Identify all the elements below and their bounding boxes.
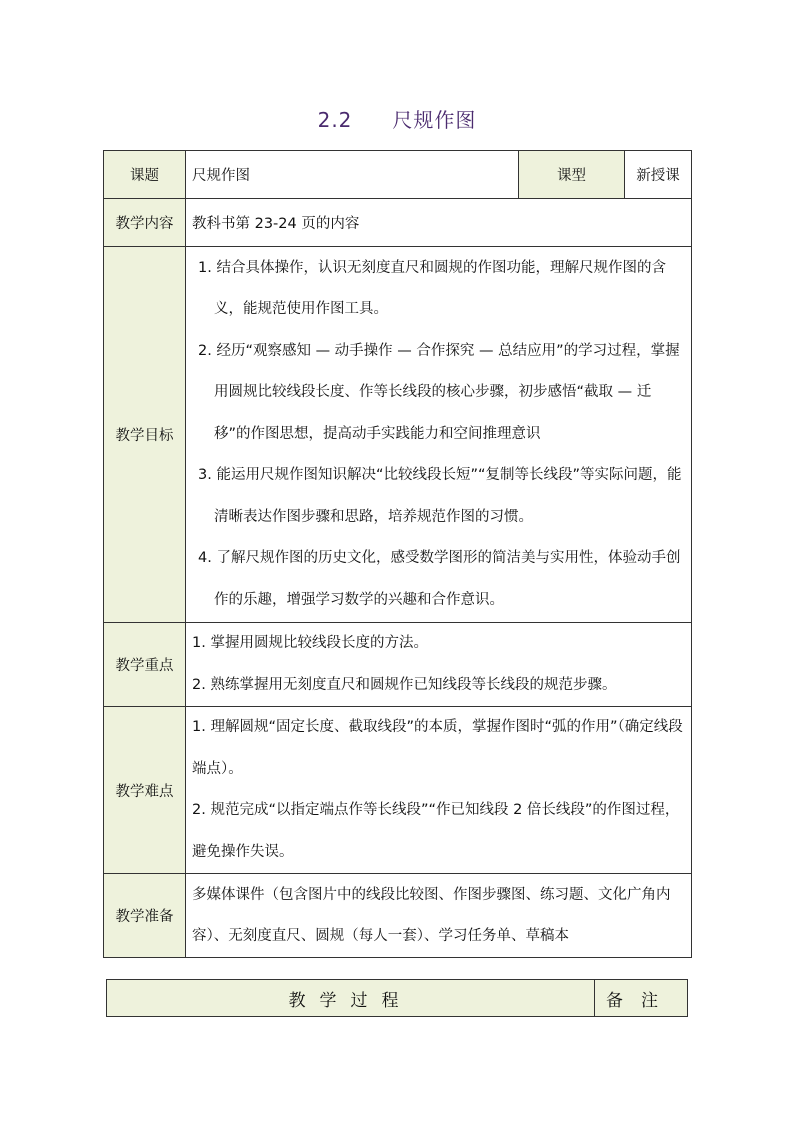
process-header-table — [106, 979, 688, 1017]
prep-label: 教学准备 — [104, 874, 186, 958]
content-row — [104, 199, 692, 247]
page-title — [0, 104, 794, 133]
goal-item: 4. 了解尺规作图的历史文化，感受数学图形的简洁美与实用性，体验动手创作的乐趣，增强学习数学的兴趣和合作意识。 — [198, 550, 681, 608]
topic-row — [104, 151, 692, 199]
goal-item: 1. 结合具体操作，认识无刻度直尺和圆规的作图功能，理解尺规作图的含义，能规范使用作图工具。 — [198, 259, 666, 318]
process-label: 教学过程 — [107, 980, 595, 1017]
prep-value: 多媒体课件（包含图片中的线段比较图、作图步骤图、练习题、文化广角内容）、无刻度直尺、圆规（每人一套）、学习任务单、草稿本 — [192, 886, 671, 944]
difficult-label: 教学难点 — [104, 707, 186, 874]
difficult-item: 2. 规范完成“以指定端点作等长线段”“作已知线段 2 倍长线段”的作图过程，避免操作失误。 — [192, 802, 680, 860]
goals-cell — [186, 247, 692, 623]
difficult-item: 1. 理解圆规“固定长度、截取线段”的本质，掌握作图时“弧的作用”（确定线段端点）。 — [192, 719, 683, 777]
section-number: 2.2 — [317, 108, 353, 132]
key-item: 1. 掌握用圆规比较线段长度的方法。 — [192, 635, 428, 651]
goals-label: 教学目标 — [104, 247, 186, 623]
key-item: 2. 熟练掌握用无刻度直尺和圆规作已知线段等长线段的规范步骤。 — [192, 676, 617, 693]
type-label: 课型 — [519, 151, 625, 199]
remarks-label: 备注 — [595, 980, 688, 1017]
content-label: 教学内容 — [104, 199, 186, 247]
difficult-row — [104, 707, 692, 874]
type-value: 新授课 — [625, 151, 692, 199]
topic-label: 课题 — [104, 151, 186, 199]
prep-row — [104, 874, 692, 958]
content-value: 教科书第 23-24 页的内容 — [186, 199, 692, 247]
topic-value: 尺规作图 — [186, 151, 519, 199]
goals-row — [104, 247, 692, 623]
section-title: 尺规作图 — [392, 108, 477, 132]
goal-item: 3. 能运用尺规作图知识解决“比较线段长短”“复制等长线段”等实际问题，能清晰表达作图步骤和思路，培养规范作图的习惯。 — [198, 467, 682, 525]
difficult-cell — [186, 707, 692, 874]
prep-cell — [186, 874, 692, 958]
key-row — [104, 623, 692, 707]
key-label: 教学重点 — [104, 623, 186, 707]
goal-item: 2. 经历“观察感知 — 动手操作 — 合作探究 — 总结应用”的学习过程，掌握用圆规比较线段长度、作等长线段的核心步骤，初步感悟“截取 — 迁移”的作图思想，提高动手实践能力和空间推理意识 — [198, 342, 680, 442]
key-cell — [186, 623, 692, 707]
lesson-plan-table — [103, 150, 692, 958]
